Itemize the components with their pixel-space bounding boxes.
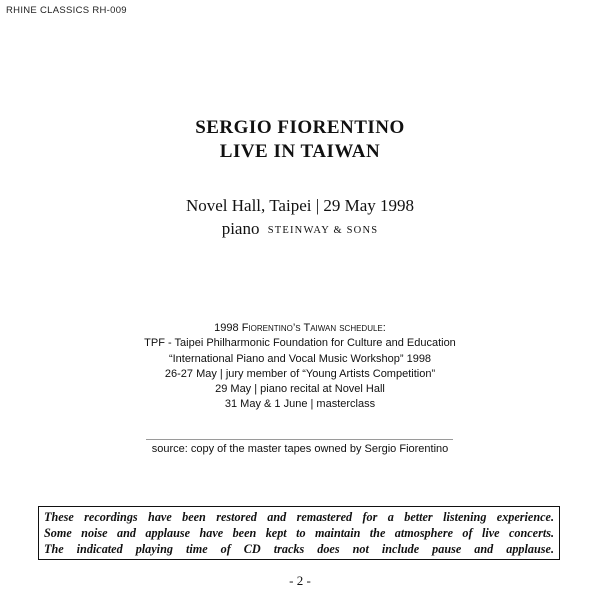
schedule-line: TPF - Taipei Philharmonic Foundation for Culture and Education (144, 337, 456, 350)
instrument-brand: STEINWAY & SONS (267, 225, 379, 236)
divider-rule (146, 439, 453, 440)
page-number: - 2 - (289, 573, 311, 588)
catalog-number: RHINE CLASSICS RH-009 (6, 5, 127, 16)
source-note: source: copy of the master tapes owned by Sergio Fiorentino (151, 443, 449, 455)
remaster-notice-box (38, 506, 560, 560)
album-subtitle: LIVE IN TAIWAN (219, 141, 381, 162)
schedule-heading: 1998 Fiorentino’s Taiwan schedule: (214, 322, 386, 334)
notice-line: Some noise and applause have been kept to maintain the atmosphere of live concerts. (44, 526, 554, 541)
instrument-label: piano (221, 219, 260, 238)
title-block (0, 116, 600, 164)
schedule-line: 26-27 May | jury member of “Young Artists Competition” (164, 367, 436, 380)
schedule-line: 29 May | piano recital at Novel Hall (215, 383, 385, 396)
schedule-line: 31 May & 1 June | masterclass (224, 398, 376, 411)
schedule-line: “International Piano and Vocal Music Workshop” 1998 (168, 352, 432, 365)
notice-line: These recordings have been restored and remastered for a better listening experience. (44, 510, 554, 524)
instrument-line (0, 219, 600, 241)
notice-line: The indicated playing time of CD tracks does not include pause and applause. (44, 542, 554, 557)
schedule-block (0, 321, 600, 413)
artist-name: SERGIO FIORENTINO (195, 117, 405, 138)
venue-date: Novel Hall, Taipei | 29 May 1998 (185, 196, 415, 215)
